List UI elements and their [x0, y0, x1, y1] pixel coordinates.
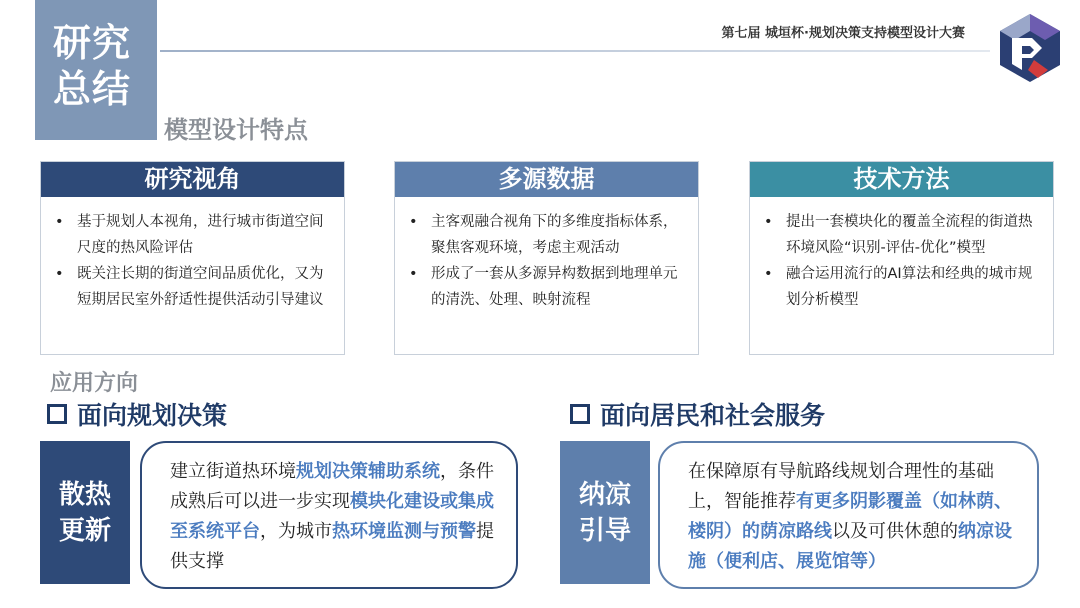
bullet-icon: •: [764, 214, 773, 230]
section-title-block: [35, 0, 157, 140]
desc-cool-route-guidance: 在保障原有导航路线规划合理性的基础上，智能推荐有更多阴影覆盖（如林荫、楼阴）的荫凉路线以及可供休憩的纳凉设施（便利店、展览馆等）: [658, 441, 1039, 589]
feature-card-research-perspective: [40, 161, 345, 355]
list-item: • 提出一套模块化的覆盖全流程的街道热环境风险“识别-评估-优化”模型: [762, 209, 1039, 261]
bullet-icon: •: [409, 266, 418, 282]
direction-label: 面向居民和社会服务: [600, 401, 826, 430]
desc-cooling-renewal: 建立街道热环境规划决策辅助系统，条件成熟后可以进一步实现模块化建设或集成至系统平台，为城市热环境监测与预警提供支撑: [140, 441, 518, 589]
list-item: • 融合运用流行的AI算法和经典的城市规划分析模型: [762, 261, 1039, 313]
bullet-icon: •: [409, 214, 418, 230]
feature-card-title: 技术方法: [750, 162, 1053, 197]
page-subtitle: 模型设计特点: [164, 116, 308, 144]
feature-card-technical-method: [749, 161, 1054, 355]
contest-logo-icon: [998, 12, 1062, 84]
header-divider: [160, 50, 990, 52]
contest-name: 第七届 城垣杯·规划决策支持模型设计大赛: [721, 26, 965, 41]
direction-label: 面向规划决策: [77, 401, 228, 430]
application-title: 应用方向: [50, 371, 139, 396]
list-item: • 既关注长期的街道空间品质优化，又为短期居民室外舒适性提供活动引导建议: [53, 261, 330, 313]
list-item: • 形成了一套从多源异构数据到地理单元的清洗、处理、映射流程: [407, 261, 684, 313]
feature-card-title: 多源数据: [395, 162, 698, 197]
checkbox-square-icon: [47, 404, 67, 424]
checkbox-square-icon: [570, 404, 590, 424]
direction-planning-decision: [47, 396, 227, 432]
list-item: • 基于规划人本视角，进行城市街道空间尺度的热风险评估: [53, 209, 330, 261]
feature-card-title: 研究视角: [41, 162, 344, 197]
section-title-line2: 总结: [53, 67, 132, 111]
bullet-icon: •: [55, 214, 64, 230]
bullet-icon: •: [55, 266, 64, 282]
list-item: • 主客观融合视角下的多维度指标体系，聚焦客观环境，考虑主观活动: [407, 209, 684, 261]
bullet-icon: •: [764, 266, 773, 282]
tag-cool-route-guidance: 纳凉 引导: [560, 441, 650, 584]
section-title-line1: 研究: [53, 21, 132, 65]
tag-cooling-renewal: 散热 更新: [40, 441, 130, 584]
direction-resident-service: [570, 396, 825, 432]
feature-card-multisource-data: [394, 161, 699, 355]
